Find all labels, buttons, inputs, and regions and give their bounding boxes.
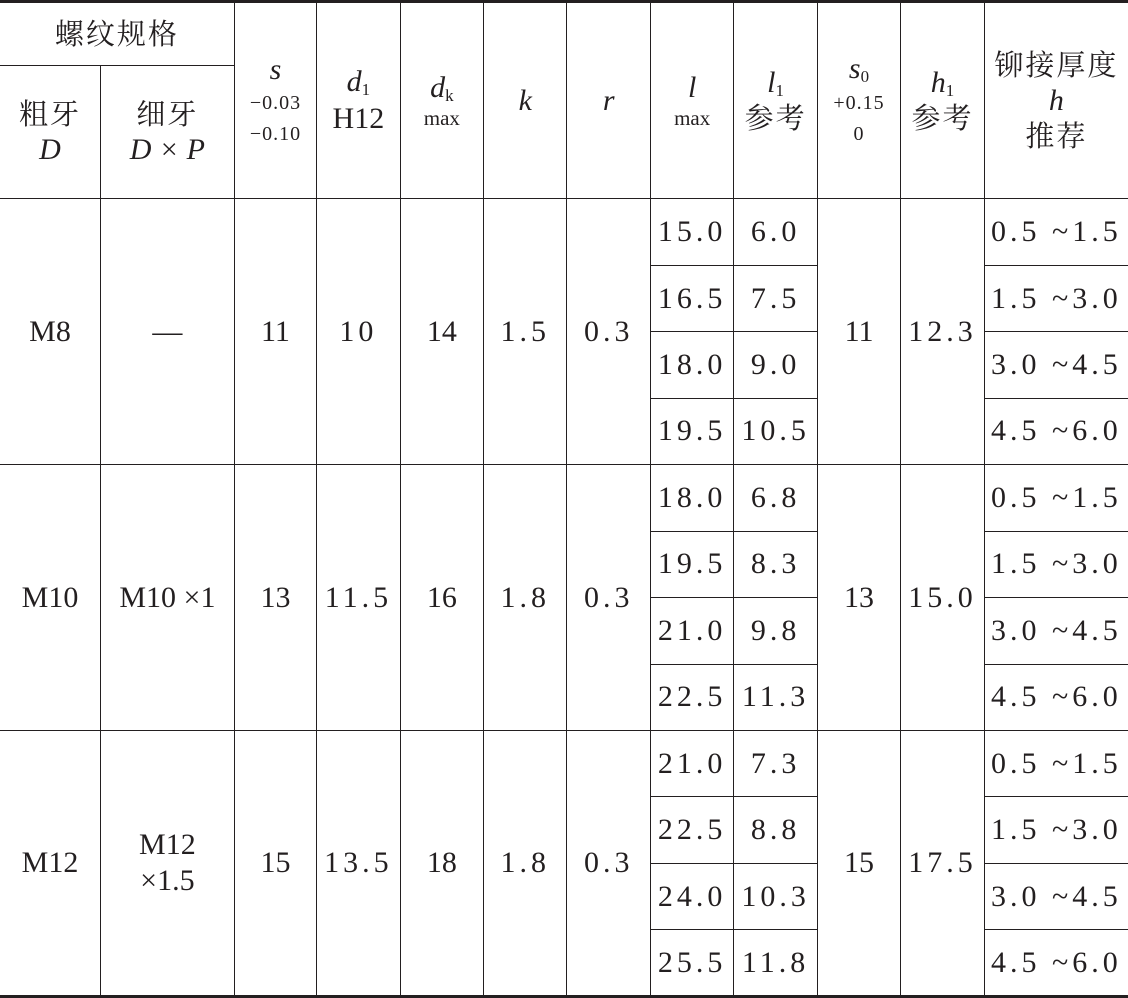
header-row-1: [0, 2, 1128, 66]
table-row: [0, 731, 1128, 797]
r-header: r: [567, 2, 650, 199]
l-cell: 22.5: [650, 797, 733, 863]
coarse-cell: M10: [0, 465, 101, 731]
l-cell: 15.0: [650, 199, 733, 265]
r-cell: 0.3: [567, 199, 650, 465]
h-cell: 4.5 ~6.0: [984, 398, 1128, 464]
h-cell: 3.0 ~4.5: [984, 863, 1128, 929]
l1-cell: 11.3: [734, 664, 817, 730]
h1-header: $h_1$ 参考: [901, 2, 984, 199]
dk-cell: 16: [400, 465, 483, 731]
s0-cell: 11: [817, 199, 900, 465]
coarse-header: 粗牙 D: [0, 66, 101, 199]
l-cell: 24.0: [650, 863, 733, 929]
k-cell: 1.8: [484, 465, 567, 731]
h-cell: 3.0 ~4.5: [984, 332, 1128, 398]
l1-cell: 10.3: [734, 863, 817, 929]
l1-cell: 8.8: [734, 797, 817, 863]
l1-header: $l_1$ 参考: [734, 2, 817, 199]
s0-cell: 13: [817, 465, 900, 731]
l1-cell: 9.8: [734, 598, 817, 664]
k-cell: 1.5: [484, 199, 567, 465]
h-cell: 0.5 ~1.5: [984, 199, 1128, 265]
l-cell: 25.5: [650, 930, 733, 997]
l1-cell: 11.8: [734, 930, 817, 997]
dk-cell: 18: [400, 731, 483, 997]
l1-cell: 8.3: [734, 531, 817, 597]
s0-cell: 15: [817, 731, 900, 997]
coarse-cell: M8: [0, 199, 101, 465]
s0-header: $s_0$ +0.15 0: [817, 2, 900, 199]
l1-cell: 7.5: [734, 265, 817, 331]
s-cell: 11: [234, 199, 316, 465]
coarse-cell: M12: [0, 731, 101, 997]
l1-cell: 6.8: [734, 465, 817, 531]
k-cell: 1.8: [484, 731, 567, 997]
d1-cell: 10: [317, 199, 400, 465]
r-cell: 0.3: [567, 731, 650, 997]
d1-header: $d_1$ H12: [317, 2, 400, 199]
s-header: s −0.03 −0.10: [234, 2, 316, 199]
h-cell: 0.5 ~1.5: [984, 731, 1128, 797]
fine-cell: M10 ×1: [101, 465, 235, 731]
table-row: [0, 199, 1128, 265]
l1-cell: 10.5: [734, 398, 817, 464]
h1-cell: 17.5: [901, 731, 984, 997]
l-cell: 22.5: [650, 664, 733, 730]
h-cell: 3.0 ~4.5: [984, 598, 1128, 664]
s-cell: 15: [234, 731, 316, 997]
h1-cell: 15.0: [901, 465, 984, 731]
l-header: l max: [650, 2, 733, 199]
l-cell: 16.5: [650, 265, 733, 331]
h1-cell: 12.3: [901, 199, 984, 465]
s-cell: 13: [234, 465, 316, 731]
l-cell: 18.0: [650, 465, 733, 531]
dk-cell: 14: [400, 199, 483, 465]
h-cell: 1.5 ~3.0: [984, 797, 1128, 863]
k-header: k: [484, 2, 567, 199]
h-header: 铆接厚度 h 推荐: [984, 2, 1128, 199]
l-cell: 21.0: [650, 598, 733, 664]
h-cell: 1.5 ~3.0: [984, 531, 1128, 597]
l-cell: 19.5: [650, 531, 733, 597]
d1-cell: 11.5: [317, 465, 400, 731]
dk-header: $d_k$ max: [400, 2, 483, 199]
l1-cell: 9.0: [734, 332, 817, 398]
fine-cell: M12 ×1.5: [101, 731, 235, 997]
thread-spec-header: 螺纹规格: [0, 2, 234, 66]
d1-cell: 13.5: [317, 731, 400, 997]
l1-cell: 6.0: [734, 199, 817, 265]
table-row: [0, 465, 1128, 531]
fine-cell: —: [101, 199, 235, 465]
h-cell: 0.5 ~1.5: [984, 465, 1128, 531]
h-cell: 4.5 ~6.0: [984, 930, 1128, 997]
l-cell: 19.5: [650, 398, 733, 464]
h-cell: 4.5 ~6.0: [984, 664, 1128, 730]
h-cell: 1.5 ~3.0: [984, 265, 1128, 331]
l-cell: 18.0: [650, 332, 733, 398]
r-cell: 0.3: [567, 465, 650, 731]
table-body: [0, 2, 1128, 997]
fine-header: 细牙 D × P: [101, 66, 235, 199]
l1-cell: 7.3: [734, 731, 817, 797]
l-cell: 21.0: [650, 731, 733, 797]
